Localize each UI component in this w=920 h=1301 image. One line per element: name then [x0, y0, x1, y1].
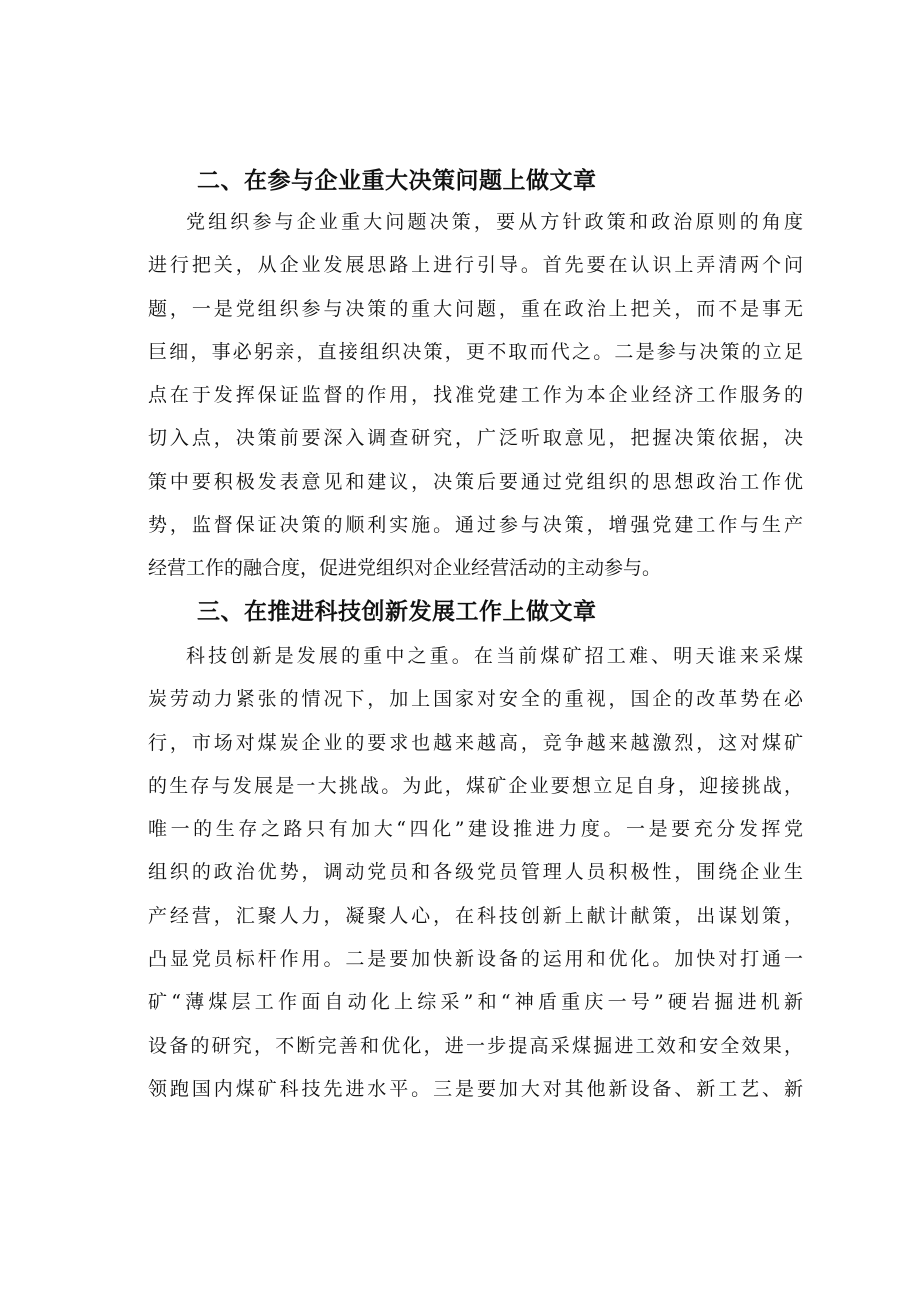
paragraph-line: 凸显党员标杆作用。二是要加快新设备的运用和优化。加快对打通一 [148, 948, 803, 971]
section-body-2 [148, 201, 803, 591]
paragraph-line: 炭劳动力紧张的情况下，加上国家对安全的重视，国企的改革势在必 [148, 688, 803, 711]
paragraph-line: 组织的政治优势，调动党员和各级党员管理人员积极性，围绕企业生 [148, 861, 803, 884]
paragraph-line: 的生存与发展是一大挑战。为此，煤矿企业要想立足自身，迎接挑战， [148, 774, 803, 797]
paragraph-line: 党组织参与企业重大问题决策，要从方针政策和政治原则的角度 [186, 211, 803, 233]
paragraph-line: 唯一的生存之路只有加大“四化”建设推进力度。一是要充分发挥党 [148, 818, 803, 841]
paragraph-line: 策中要积极发表意见和建议，决策后要通过党组织的思想政治工作优 [148, 470, 803, 493]
paragraph-line: 点在于发挥保证监督的作用，找准党建工作为本企业经济工作服务的 [148, 384, 803, 407]
paragraph-line: 行，市场对煤炭企业的要求也越来越高，竞争越来越激烈，这对煤矿 [148, 731, 803, 754]
section-heading-2: 二、在参与企业重大决策问题上做文章 [197, 168, 597, 194]
paragraph-line: 矿“薄煤层工作面自动化上综采”和“神盾重庆一号”硬岩掘进机新 [148, 991, 803, 1014]
paragraph-line: 切入点，决策前要深入调查研究，广泛听取意见，把握决策依据，决 [148, 427, 803, 450]
paragraph-line: 经营工作的融合度，促进党组织对企业经营活动的主动参与。 [148, 557, 662, 580]
section-heading-3: 三、在推进科技创新发展工作上做文章 [197, 599, 597, 625]
section-body-3 [148, 635, 803, 1111]
paragraph-line: 题，一是党组织参与决策的重大问题，重在政治上把关，而不是事无 [148, 297, 803, 320]
paragraph-line: 进行把关，从企业发展思路上进行引导。首先要在认识上弄清两个问 [148, 254, 803, 277]
paragraph-line: 领跑国内煤矿科技先进水平。三是要加大对其他新设备、新工艺、新 [148, 1077, 803, 1100]
paragraph-line: 产经营，汇聚人力，凝聚人心，在科技创新上献计献策，出谋划策， [148, 904, 803, 927]
paragraph-line: 势，监督保证决策的顺利实施。通过参与决策，增强党建工作与生产 [148, 514, 803, 537]
paragraph-line: 巨细，事必躬亲，直接组织决策，更不取而代之。二是参与决策的立足 [148, 340, 803, 363]
paragraph-line: 科技创新是发展的重中之重。在当前煤矿招工难、明天谁来采煤 [186, 645, 803, 667]
paragraph-line: 设备的研究，不断完善和优化，进一步提高采煤掘进工效和安全效果， [148, 1034, 803, 1057]
